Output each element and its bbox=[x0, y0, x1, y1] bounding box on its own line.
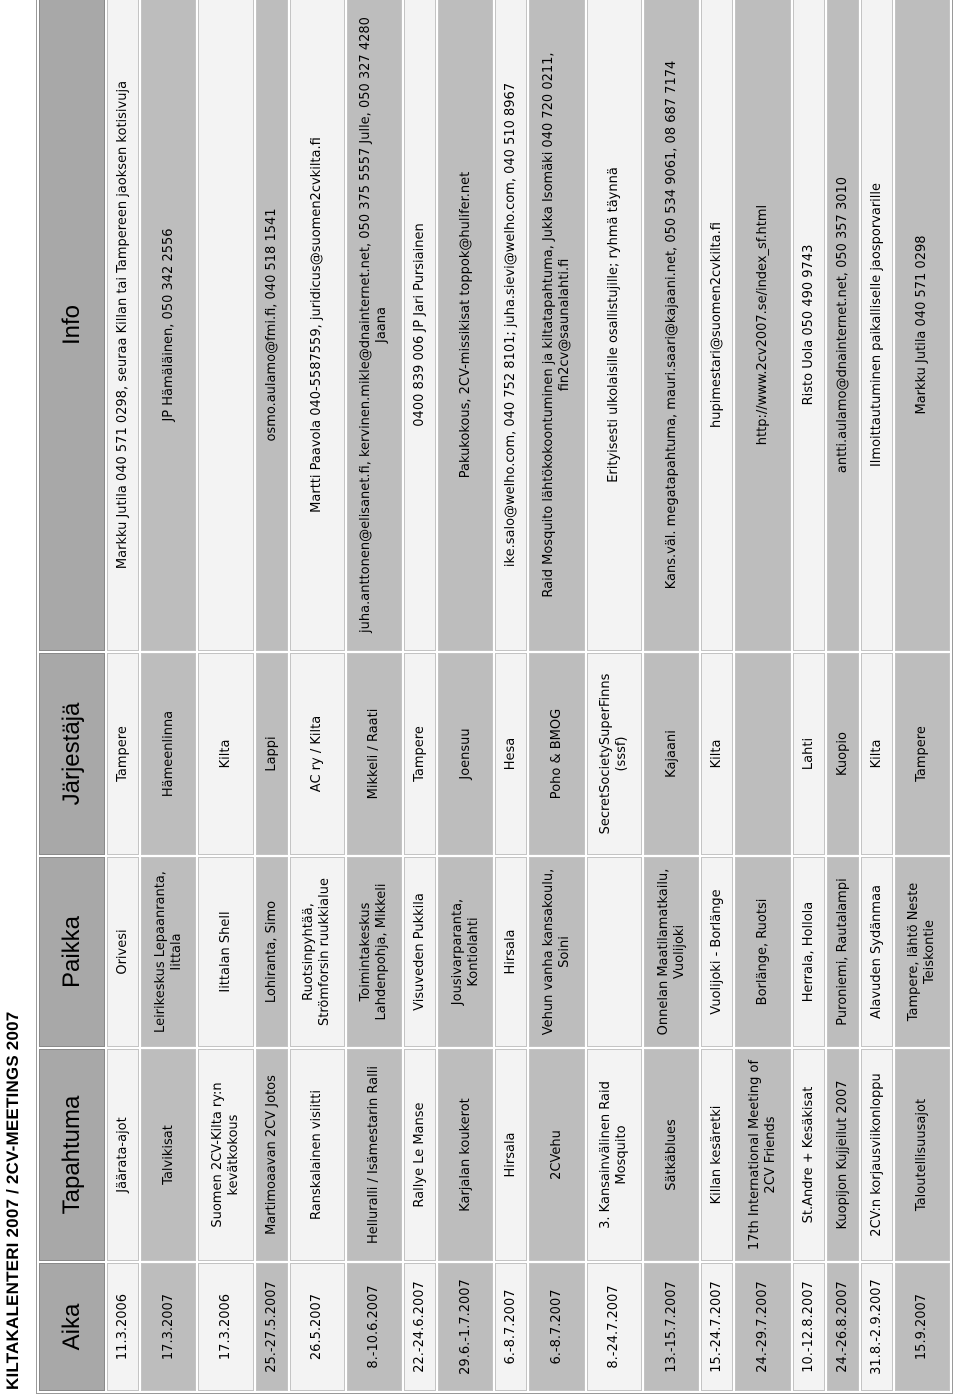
cell-info: Pakukokous, 2CV-missikisat toppok@hulifer.net bbox=[438, 0, 493, 651]
cell-paikka bbox=[587, 857, 642, 1047]
cell-paikka: Herrala, Hollola bbox=[793, 857, 825, 1047]
cell-tapahtuma: Martimoaavan 2CV Jotos bbox=[256, 1049, 288, 1261]
cell-info: osmo.aulamo@fmi.fi, 040 518 1541 bbox=[256, 0, 288, 651]
cell-info: Ilmoittautuminen paikalliselle jaosporvarille bbox=[861, 0, 893, 651]
cell-jarjestaja: Kajaani bbox=[644, 653, 699, 855]
cell-aika: 24.-26.8.2007 bbox=[827, 1263, 859, 1391]
cell-paikka: Leirikeskus Lepaanranta, Iittala bbox=[141, 857, 196, 1047]
cell-paikka: Visuveden Pukkila bbox=[404, 857, 436, 1047]
header-paikka: Paikka bbox=[39, 857, 105, 1047]
table-row bbox=[141, 0, 196, 1391]
cell-info: Raid Mosquito lähtökokoontuminen ja kiltatapahtuma, Jukka Isomäki 040 720 0211, fin2cv@saunalahti.fi bbox=[529, 0, 584, 651]
cell-aika: 10.-12.8.2007 bbox=[793, 1263, 825, 1391]
cell-aika: 11.3.2006 bbox=[107, 1263, 139, 1391]
cell-paikka: Lohiranta, Simo bbox=[256, 857, 288, 1047]
cell-tapahtuma: Killan kesäretki bbox=[701, 1049, 733, 1261]
calendar-table bbox=[36, 0, 953, 1394]
table-row bbox=[827, 0, 859, 1391]
cell-jarjestaja: Mikkeli / Raati bbox=[347, 653, 402, 855]
table-row bbox=[895, 0, 950, 1391]
page-title: KILTAKALENTERI 2007 / 2CV-MEETINGS 2007 bbox=[3, 1011, 22, 1390]
cell-paikka: Onnelan Maatilamatkailu, Vuolijoki bbox=[644, 857, 699, 1047]
cell-info: ike.salo@welho.com, 040 752 8101; juha.sievi@welho.com, 040 510 8967 bbox=[495, 0, 527, 651]
cell-jarjestaja: Hesa bbox=[495, 653, 527, 855]
table-row bbox=[587, 0, 642, 1391]
cell-paikka: Puroniemi, Rautalampi bbox=[827, 857, 859, 1047]
table-row bbox=[495, 0, 527, 1391]
cell-tapahtuma: Jäärata-ajot bbox=[107, 1049, 139, 1261]
cell-jarjestaja: Poho & BMOG bbox=[529, 653, 584, 855]
cell-tapahtuma: Taloutellisuusajot bbox=[895, 1049, 950, 1261]
cell-tapahtuma: Kuopijon Kujjeilut 2007 bbox=[827, 1049, 859, 1261]
table-row bbox=[198, 0, 253, 1391]
header-jarjestaja: Järjestäjä bbox=[39, 653, 105, 855]
cell-jarjestaja: SecretSocietySuperFinns (sssf) bbox=[587, 653, 642, 855]
cell-jarjestaja: Tampere bbox=[107, 653, 139, 855]
table-row bbox=[256, 0, 288, 1391]
table-row bbox=[644, 0, 699, 1391]
cell-info: Martti Paavola 040-5587559, juridicus@suomen2cvkilta.fi bbox=[290, 0, 345, 651]
cell-paikka: Hirsala bbox=[495, 857, 527, 1047]
table-row bbox=[404, 0, 436, 1391]
cell-aika: 13.-15.7.2007 bbox=[644, 1263, 699, 1391]
cell-jarjestaja: Lappi bbox=[256, 653, 288, 855]
cell-tapahtuma: 2CVehu bbox=[529, 1049, 584, 1261]
cell-jarjestaja: AC ry / Kilta bbox=[290, 653, 345, 855]
cell-paikka: Tampere, lähtö Neste Teiskontie bbox=[895, 857, 950, 1047]
header-tapahtuma: Tapahtuma bbox=[39, 1049, 105, 1261]
table-row bbox=[347, 0, 402, 1391]
cell-info: Markku Jutila 040 571 0298 bbox=[895, 0, 950, 651]
cell-tapahtuma: Rallye Le Manse bbox=[404, 1049, 436, 1261]
cell-paikka: Toimintakeskus Lahdenpohja, Mikkeli bbox=[347, 857, 402, 1047]
cell-jarjestaja: Kilta bbox=[701, 653, 733, 855]
cell-aika: 8.-24.7.2007 bbox=[587, 1263, 642, 1391]
cell-jarjestaja: Kuopio bbox=[827, 653, 859, 855]
cell-tapahtuma: 2CV:n korjausviikonloppu bbox=[861, 1049, 893, 1261]
cell-aika: 6.-8.7.2007 bbox=[495, 1263, 527, 1391]
cell-info: Erityisesti ulkolaisille osallistujille; ryhmä täynnä bbox=[587, 0, 642, 651]
cell-paikka: Borlänge, Ruotsi bbox=[735, 857, 790, 1047]
table-row bbox=[107, 0, 139, 1391]
cell-tapahtuma: 3. Kansainvälinen Raid Mosquito bbox=[587, 1049, 642, 1261]
cell-tapahtuma: St.Andre + Kesäkisat bbox=[793, 1049, 825, 1261]
table-row bbox=[290, 0, 345, 1391]
cell-info: juha.anttonen@elisanet.fi, kervinen.mikle@dnainternet.net, 050 375 5557 Julle, 050 327 4280 Jaana bbox=[347, 0, 402, 651]
table-row bbox=[701, 0, 733, 1391]
cell-paikka: Jousivarparanta, Kontiolahti bbox=[438, 857, 493, 1047]
table-row bbox=[735, 0, 790, 1391]
table-row bbox=[793, 0, 825, 1391]
table-body bbox=[107, 0, 950, 1391]
cell-jarjestaja bbox=[735, 653, 790, 855]
cell-tapahtuma: Sätkäblues bbox=[644, 1049, 699, 1261]
cell-info: hupimestari@suomen2cvkilta.fi bbox=[701, 0, 733, 651]
cell-aika: 25.-27.5.2007 bbox=[256, 1263, 288, 1391]
cell-jarjestaja: Lahti bbox=[793, 653, 825, 855]
cell-info: Markku Jutila 040 571 0298, seuraa Killan tai Tampereen jaoksen kotisivuja bbox=[107, 0, 139, 651]
cell-aika: 17.3.2007 bbox=[141, 1263, 196, 1391]
cell-aika: 15.-24.7.2007 bbox=[701, 1263, 733, 1391]
table-row bbox=[529, 0, 584, 1391]
cell-jarjestaja: Joensuu bbox=[438, 653, 493, 855]
cell-jarjestaja: Tampere bbox=[404, 653, 436, 855]
cell-jarjestaja: Kilta bbox=[861, 653, 893, 855]
cell-jarjestaja: Hämeenlinna bbox=[141, 653, 196, 855]
cell-jarjestaja: Tampere bbox=[895, 653, 950, 855]
cell-tapahtuma: Karjalan koukerot bbox=[438, 1049, 493, 1261]
table-row bbox=[438, 0, 493, 1391]
cell-info: http://www.2cv2007.se/index_sf.html bbox=[735, 0, 790, 651]
cell-info: Kans.väl. megatapahtuma, mauri.saari@kajaani.net, 050 534 9061, 08 687 7174 bbox=[644, 0, 699, 651]
cell-jarjestaja: Kilta bbox=[198, 653, 253, 855]
cell-paikka: Iittalan Shell bbox=[198, 857, 253, 1047]
header-row bbox=[39, 0, 105, 1391]
cell-tapahtuma: Talvikisat bbox=[141, 1049, 196, 1261]
cell-aika: 6.-8.7.2007 bbox=[529, 1263, 584, 1391]
cell-tapahtuma: Hirsala bbox=[495, 1049, 527, 1261]
cell-paikka: Vuolijoki - Borlänge bbox=[701, 857, 733, 1047]
cell-paikka: Ruotsinpyhtää, Strömforsin ruukkialue bbox=[290, 857, 345, 1047]
header-aika: Aika bbox=[39, 1263, 105, 1391]
table-row bbox=[861, 0, 893, 1391]
cell-paikka: Vehun vanha kansakoulu, Soini bbox=[529, 857, 584, 1047]
cell-paikka: Orivesi bbox=[107, 857, 139, 1047]
cell-aika: 22.-24.6.2007 bbox=[404, 1263, 436, 1391]
cell-tapahtuma: Hellurallі / Isämestarin Ralli bbox=[347, 1049, 402, 1261]
cell-paikka: Alavuden Sydänmaa bbox=[861, 857, 893, 1047]
cell-aika: 8.-10.6.2007 bbox=[347, 1263, 402, 1391]
cell-aika: 24.-29.7.2007 bbox=[735, 1263, 790, 1391]
cell-info: 0400 839 006 JP Jari Pursiainen bbox=[404, 0, 436, 651]
cell-aika: 15.9.2007 bbox=[895, 1263, 950, 1391]
cell-info: JP Hämäläinen, 050 342 2556 bbox=[141, 0, 196, 651]
cell-tapahtuma: Ranskalainen visiitti bbox=[290, 1049, 345, 1261]
cell-aika: 31.8.-2.9.2007 bbox=[861, 1263, 893, 1391]
header-info: Info bbox=[39, 0, 105, 651]
cell-info bbox=[198, 0, 253, 651]
cell-info: antti.aulamo@dnainternet.net, 050 357 3010 bbox=[827, 0, 859, 651]
cell-aika: 29.6.-1.7.2007 bbox=[438, 1263, 493, 1391]
cell-aika: 26.5.2007 bbox=[290, 1263, 345, 1391]
cell-info: Risto Uola 050 490 9743 bbox=[793, 0, 825, 651]
cell-aika: 17.3.2006 bbox=[198, 1263, 253, 1391]
cell-tapahtuma: 17th International Meeting of 2CV Friends bbox=[735, 1049, 790, 1261]
cell-tapahtuma: Suomen 2CV-Kilta ry:n kevätkokous bbox=[198, 1049, 253, 1261]
